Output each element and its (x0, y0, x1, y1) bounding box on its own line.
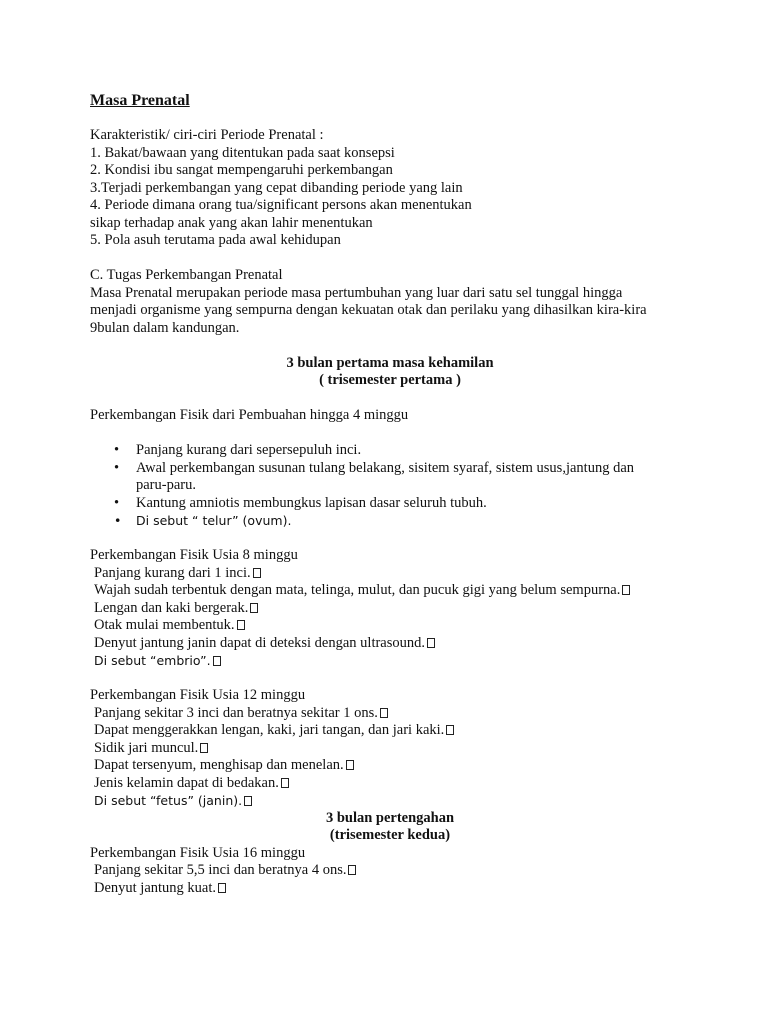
trimester1-heading (90, 355, 690, 390)
list-item: Panjang sekitar 5,5 inci dan beratnya 4 ons. (90, 862, 690, 880)
karakteristik-section (90, 127, 690, 250)
bullet-item: • Di sebut “ telur” (ovum). (136, 512, 690, 530)
list-item: Otak mulai membentuk. (90, 617, 690, 635)
minggu16-section (90, 845, 690, 898)
paragraph-line: 9bulan dalam kandungan. (90, 319, 240, 336)
section-heading: Perkembangan Fisik Usia 16 minggu (90, 844, 306, 861)
list-item: Dapat tersenyum, menghisap dan menelan. (90, 757, 690, 775)
list-item: Denyut jantung janin dapat di deteksi dengan ultrasound. (90, 635, 690, 653)
section-heading: Perkembangan Fisik Usia 8 minggu (90, 547, 298, 563)
list-item: 2. Kondisi ibu sangat mempengaruhi perkembangan (90, 162, 393, 178)
section-heading: Karakteristik/ ciri-ciri Periode Prenatal : (90, 127, 324, 143)
list-item: Di sebut “embrio”. (90, 652, 690, 670)
document-body (90, 127, 690, 897)
page-title: Masa Prenatal (90, 92, 190, 109)
list-item: Lengan dan kaki bergerak. (90, 600, 690, 618)
paragraph-line: menjadi organisme yang sempurna dengan kekuatan otak dan perilaku yang dihasilkan kira-kira (90, 302, 647, 318)
list-item: 4. Periode dimana orang tua/significant persons akan menentukan (90, 197, 472, 213)
list-item: Panjang sekitar 3 inci dan beratnya sekitar 1 ons. (90, 705, 690, 723)
list-item: Wajah sudah terbentuk dengan mata, telinga, mulut, dan pucuk gigi yang belum sempurna. (90, 582, 690, 600)
centered-heading: 3 bulan pertengahan (325, 809, 455, 826)
list-item: Jenis kelamin dapat di bedakan. (90, 775, 690, 793)
list-item: Sidik jari muncul. (90, 740, 690, 758)
centered-subheading: (trisemester kedua) (329, 827, 451, 843)
list-item: Di sebut “fetus” (janin). (90, 792, 690, 810)
tugas-section (90, 267, 690, 337)
minggu12-section (90, 687, 690, 810)
section-heading: Perkembangan Fisik Usia 12 minggu (90, 687, 306, 703)
list-item: Panjang kurang dari 1 inci. (90, 565, 690, 583)
bullet-list (90, 442, 690, 530)
list-item: Dapat menggerakkan lengan, kaki, jari tangan, dan jari kaki. (90, 722, 690, 740)
bullet-item: • Kantung amniotis membungkus lapisan dasar seluruh tubuh. (136, 495, 690, 513)
list-item: 3.Terjadi perkembangan yang cepat dibanding periode yang lain (90, 179, 463, 196)
bullet-item: • Panjang kurang dari sepersepuluh inci. (136, 442, 690, 460)
bullet-item: • Awal perkembangan susunan tulang belakang, sisitem syaraf, sistem usus,jantung dan (136, 460, 690, 478)
list-item: 1. Bakat/bawaan yang ditentukan pada saat konsepsi (90, 144, 395, 161)
paragraph-line: Masa Prenatal merupakan periode masa pertumbuhan yang luar dari satu sel tunggal hingga (90, 284, 623, 301)
list-item: Denyut jantung kuat. (90, 880, 690, 898)
bullet-continuation: paru-paru. (136, 477, 196, 493)
centered-subheading: ( trisemester pertama ) (319, 372, 461, 388)
centered-heading: 3 bulan pertama masa kehamilan (286, 354, 494, 371)
section-heading: Perkembangan Fisik dari Pembuahan hingga 4 minggu (90, 407, 409, 423)
minggu8-section (90, 547, 690, 670)
list-item: sikap terhadap anak yang akan lahir menentukan (90, 214, 373, 231)
trimester2-heading (90, 810, 690, 845)
minggu4-section (90, 407, 690, 530)
list-item: 5. Pola asuh terutama pada awal kehidupan (90, 232, 341, 248)
section-heading: C. Tugas Perkembangan Prenatal (90, 267, 283, 283)
